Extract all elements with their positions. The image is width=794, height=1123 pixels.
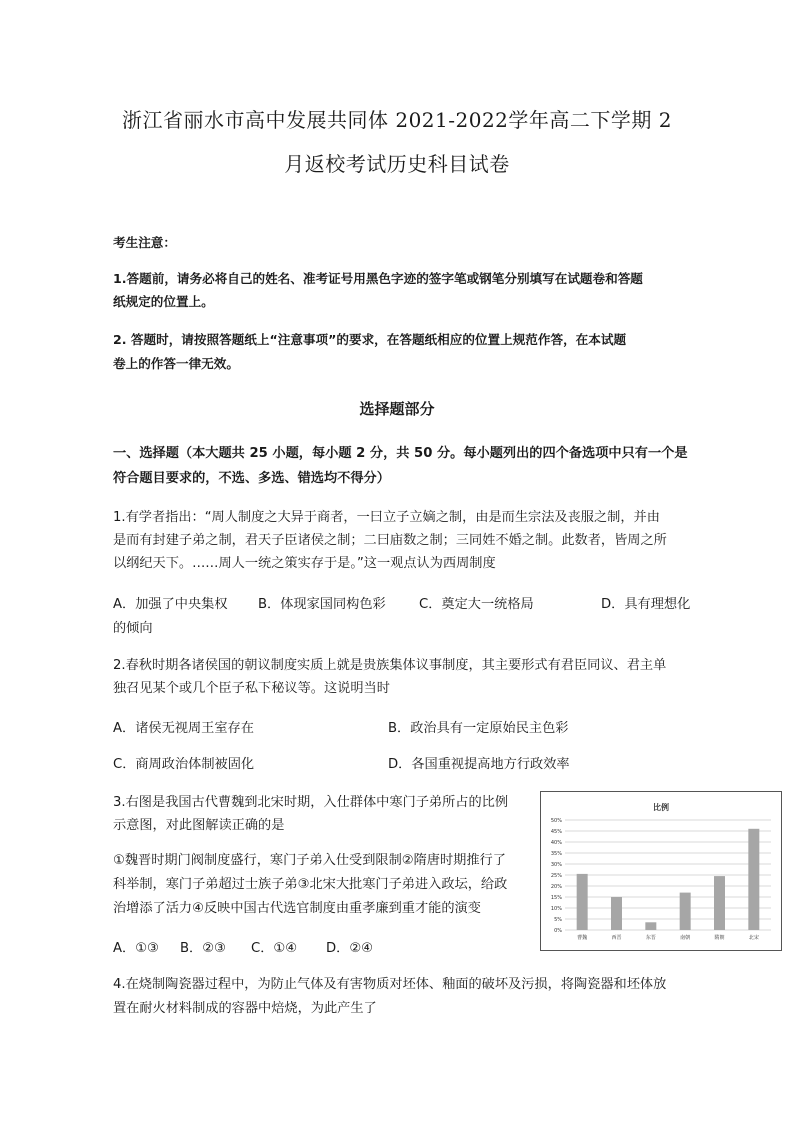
- q3-option-c: C．①④: [251, 941, 298, 956]
- x-tick-label: 北宋: [748, 935, 759, 941]
- q1-option-a: A．加强了中央集权: [113, 597, 228, 612]
- chart-bar: [577, 874, 588, 930]
- q3-option-a: A．①③: [113, 941, 159, 956]
- q4-line1: 4.在烧制陶瓷器过程中，为防止气体及有害物质对坯体、釉面的破坏及污损，将陶瓷器和坯体放: [113, 977, 667, 992]
- y-tick-label: 15%: [550, 894, 562, 901]
- y-tick-label: 20%: [550, 883, 562, 890]
- notice-item1-line1: 1.答题前，请务必将自己的姓名、准考证号用黑色字迹的签字笔或钢笔分别填写在试题卷和答题: [113, 271, 643, 286]
- notice-heading: 考生注意：: [113, 235, 176, 250]
- page-title-line1: 浙江省丽水市高中发展共同体 2021-2022学年高二下学期 2: [122, 108, 672, 132]
- chart-title: 比例: [653, 803, 669, 812]
- y-tick-label: 30%: [550, 861, 562, 868]
- q3-line4: 科举制，寒门子弟超过士族子弟③北宋大批寒门子弟进入政坛，给政: [113, 877, 508, 892]
- x-tick-label: 隋朝: [714, 935, 725, 941]
- q3-line2: 示意图，对此图解读正确的是: [113, 818, 285, 833]
- q1-option-b: B．体现家国同构色彩: [258, 597, 386, 612]
- x-tick-label: 西晋: [611, 935, 622, 941]
- q2-option-a: A．诸侯无视周王室存在: [113, 721, 254, 736]
- q3-option-d: D．②④: [326, 941, 373, 956]
- chart-bar: [645, 922, 656, 930]
- q1-option-d-cont: 的倾向: [113, 621, 153, 636]
- y-tick-label: 25%: [550, 872, 562, 879]
- y-tick-label: 45%: [550, 828, 562, 835]
- section-title: 选择题部分: [359, 400, 435, 418]
- x-tick-label: 东晋: [645, 935, 656, 941]
- notice-item1-line2: 纸规定的位置上。: [113, 294, 214, 309]
- chart-bar: [611, 897, 622, 930]
- q2-option-d: D．各国重视提高地方行政效率: [388, 757, 570, 772]
- q3-line1: 3.右图是我国古代曹魏到北宋时期，入仕群体中寒门子弟所占的比例: [113, 795, 509, 810]
- y-tick-label: 40%: [550, 839, 562, 846]
- section-instructions-line1: 一、选择题（本大题共 25 小题，每小题 2 分，共 50 分。每小题列出的四个备选项中只有一个是: [113, 446, 688, 461]
- chart-figure: [540, 791, 782, 951]
- y-tick-label: 5%: [554, 916, 562, 923]
- q3-line5: 治增添了活力④反映中国古代选官制度由重孝廉到重才能的演变: [113, 901, 481, 916]
- q1-line3: 以纲纪天下。……周人一统之策实存于是。”这一观点认为西周制度: [113, 556, 496, 571]
- y-tick-label: 10%: [550, 905, 562, 912]
- q2-line2: 独召见某个或几个臣子私下秘议等。这说明当时: [113, 681, 390, 696]
- bar-chart: [541, 792, 781, 950]
- y-tick-label: 50%: [550, 817, 562, 824]
- q2-option-b: B．政治具有一定原始民主色彩: [388, 721, 569, 736]
- q1-option-c: C．奠定大一统格局: [419, 597, 534, 612]
- q1-line2: 是而有封建子弟之制，君天子臣诸侯之制；二曰庙数之制；三同姓不婚之制。此数者，皆周之所: [113, 533, 667, 548]
- q4-line2: 置在耐火材料制成的容器中焙烧，为此产生了: [113, 1001, 377, 1016]
- q1-option-d: D．具有理想化: [601, 597, 691, 612]
- q2-line1: 2.春秋时期各诸侯国的朝议制度实质上就是贵族集体议事制度，其主要形式有君臣同议、君主单: [113, 658, 667, 673]
- q3-line3: ①魏晋时期门阀制度盛行，寒门子弟入仕受到限制②隋唐时期推行了: [113, 853, 506, 868]
- chart-bar: [748, 829, 759, 930]
- y-tick-label: 35%: [550, 850, 562, 857]
- q3-option-b: B．②③: [180, 941, 226, 956]
- q2-option-c: C．商周政治体制被固化: [113, 757, 255, 772]
- notice-item2-line2: 卷上的作答一律无效。: [113, 356, 239, 371]
- y-tick-label: 0%: [554, 927, 562, 934]
- notice-item2-line1: 2. 答题时，请按照答题纸上“注意事项”的要求，在答题纸相应的位置上规范作答，在本试题: [113, 332, 627, 347]
- q1-line1: 1.有学者指出：“周人制度之大异于商者，一曰立子立嫡之制，由是而生宗法及丧服之制，并由: [113, 510, 660, 525]
- x-tick-label: 曹魏: [577, 935, 588, 941]
- page-title-line2: 月返校考试历史科目试卷: [284, 152, 510, 176]
- x-tick-label: 南朝: [680, 935, 691, 941]
- chart-bar: [680, 893, 691, 930]
- section-instructions-line2: 符合题目要求的，不选、多选、错选均不得分）: [113, 471, 390, 486]
- chart-bar: [714, 876, 725, 930]
